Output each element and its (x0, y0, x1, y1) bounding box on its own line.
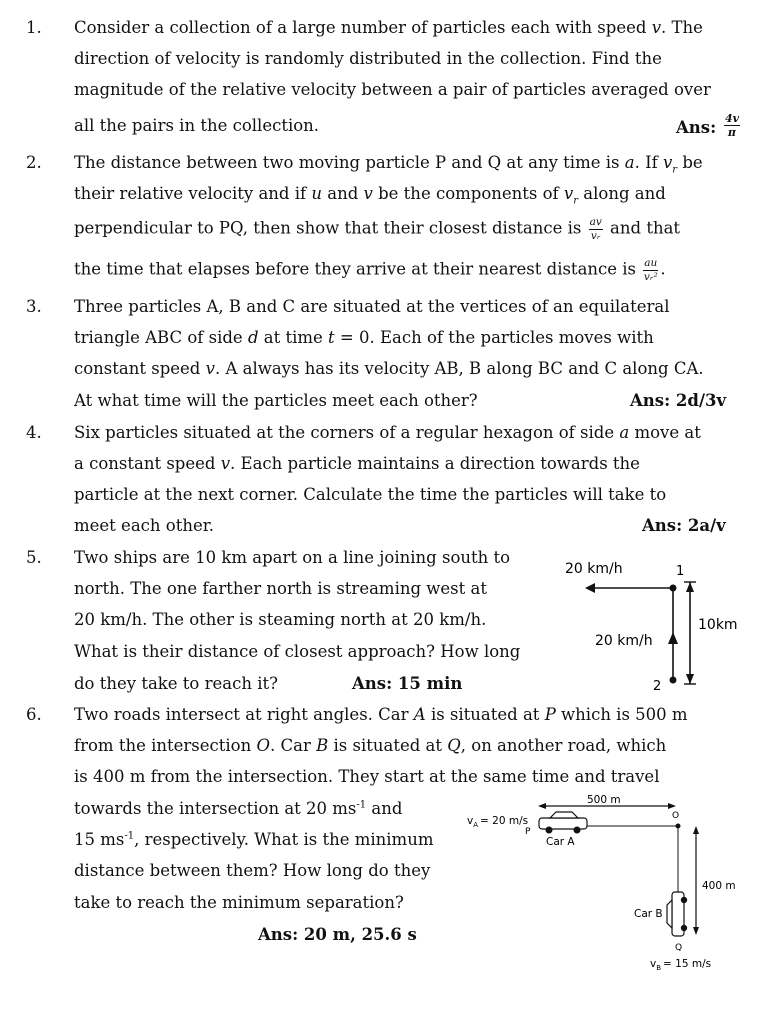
q6-vb-label: $v_B = 15$ m/s (650, 958, 712, 972)
q5-distance-arrow-down (686, 674, 694, 684)
q5-ship-2-dot (670, 677, 677, 684)
q6-line-6: distance between them? How long do they (74, 861, 431, 880)
q3-line-4: At what time will the particles meet each other? (74, 391, 478, 410)
q4-answer: Ans: 2a/v (642, 516, 726, 535)
q5-ship-2-label: 2 (653, 679, 662, 694)
q1-number: 1. (26, 18, 42, 37)
q3-answer: Ans: 2d/3v (630, 391, 727, 410)
q1-line-1: Consider a collection of a large number of particles each with speed v. The (74, 18, 703, 37)
q5-line-4: What is their distance of closest approach? How long (74, 642, 521, 661)
q2-fraction-distance: $\frac{av}{\text{vᵣ}}$ (589, 216, 602, 242)
q6-line-2: from the intersection O. Car B is situated at Q, on another road, which (74, 736, 667, 755)
q6-roads-diagram (462, 788, 752, 978)
q1-line-4: all the pairs in the collection. (74, 116, 320, 135)
q6-line-4: towards the intersection at 20 $ms^{-1}$ and (74, 799, 403, 818)
q2-line-4: the time that elapses before they arrive at their nearest distance is $\frac{au}{\text{vᵣ²}}$ . (74, 257, 666, 283)
q5-north-arrowhead (668, 632, 678, 644)
q5-ship-1-label: 1 (676, 564, 685, 579)
q6-va-label: $v_A = 20$ m/s (467, 815, 529, 829)
car-a-icon (539, 812, 587, 834)
q4-line-2: a constant speed v. Each particle maintains a direction towards the (74, 454, 640, 473)
q6-answer: Ans: 20 m, 25.6 s (258, 925, 417, 944)
q6-point-o-label: O (672, 811, 680, 821)
q6-500m-label: 500 m (587, 794, 621, 806)
q4-number: 4. (26, 423, 42, 442)
q4-line-1: Six particles situated at the corners of a regular hexagon of side a move at (74, 423, 701, 442)
q6-500m-arrow-left (538, 803, 546, 809)
q6-car-a-label: Car A (546, 836, 575, 848)
q5-line-3: 20 km/h. The other is steaming north at 20 km/h. (74, 610, 487, 629)
q4-line-3: particle at the next corner. Calculate the time the particles will take to (74, 485, 667, 504)
q3-line-1: Three particles A, B and C are situated at the vertices of an equilateral (74, 297, 670, 316)
q5-speed-bottom-label: 20 km/h (595, 633, 653, 649)
q5-distance-label: 10km (698, 617, 738, 633)
q6-400m-arrow-up (693, 826, 699, 834)
q2-line-3: perpendicular to PQ, then show that their closest distance is $\frac{av}{\text{vᵣ}}$ and that (74, 216, 681, 242)
car-b-icon (667, 892, 687, 936)
q6-500m-arrow-right (668, 803, 676, 809)
q6-number: 6. (26, 705, 42, 724)
q2-line-1: The distance between two moving particle P and Q at any time is a. If $v_r$ be (74, 153, 703, 176)
q5-answer: Ans: 15 min (352, 674, 463, 693)
q2-line-2: their relative velocity and if u and v be the components of $v_r$ along and (74, 184, 666, 207)
q5-line-5: do they take to reach it? (74, 674, 278, 693)
q1-answer-fraction: $\frac{4v}{\pi}$ (724, 112, 739, 139)
q5-speed-top-label: 20 km/h (565, 561, 623, 577)
q3-number: 3. (26, 297, 42, 316)
q1-line-3: magnitude of the relative velocity between a pair of particles averaged over (74, 80, 711, 99)
q3-line-3: constant speed v. A always has its velocity AB, B along BC and C along CA. (74, 359, 704, 378)
q5-west-arrowhead (585, 583, 595, 593)
q2-fraction-time: $\frac{au}{\text{vᵣ²}}$ (643, 257, 658, 283)
q5-line-2: north. The one farther north is streaming west at (74, 579, 487, 598)
q1-answer: Ans: $\frac{4v}{\pi}$ (676, 112, 739, 139)
q5-ships-diagram (555, 552, 765, 697)
q6-400m-label: 400 m (702, 880, 736, 892)
q6-car-b-label: Car B (634, 908, 663, 920)
q5-line-1: Two ships are 10 km apart on a line joining south to (74, 548, 511, 567)
q6-400m-arrow-down (693, 927, 699, 935)
q5-number: 5. (26, 548, 42, 567)
q6-line-7: take to reach the minimum separation? (74, 893, 404, 912)
q3-line-2: triangle ABC of side d at time t = 0. Each of the particles moves with (74, 328, 654, 347)
q6-point-p-label: P (525, 827, 531, 837)
q6-line-1: Two roads intersect at right angles. Car A is situated at P which is 500 m (74, 705, 688, 724)
q6-point-q-label: Q (675, 943, 683, 953)
q4-line-4: meet each other. (74, 516, 215, 535)
q5-distance-arrow-up (686, 582, 694, 592)
q2-number: 2. (26, 153, 42, 172)
q1-line-2: direction of velocity is randomly distributed in the collection. Find the (74, 49, 662, 68)
q6-line-3: is 400 m from the intersection. They start at the same time and travel (74, 767, 660, 786)
q6-line-5: 15 $ms^{-1}$, respectively. What is the minimum (74, 830, 434, 849)
